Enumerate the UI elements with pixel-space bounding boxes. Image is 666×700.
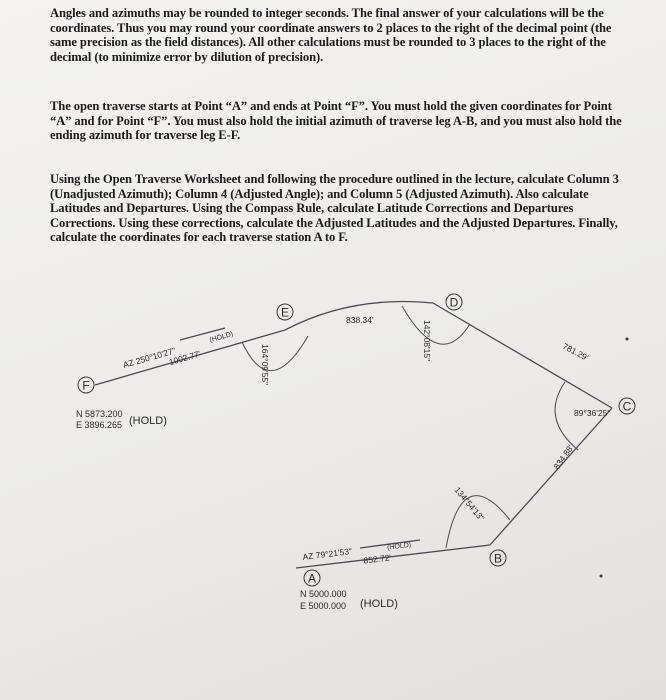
angle-B-arc [446,496,510,548]
leg-BC-distance: 834.88' [551,442,576,472]
leg-BC-line [490,408,612,545]
angle-D-arc [402,306,470,344]
instruction-paragraph-procedure: Using the Open Traverse Worksheet and following the procedure outlined in the lecture, calculate Column 3 (Unadjusted Azimuth); Column 4 (Adjusted Angle); and Column 5 (Adjusted Azimuth). Also calculate Latitudes and Departures. Using the Compass Rule, calculate Latitude Corrections and Departures Corrections. Using these corrections, calculate the Adjusted Latitudes and the Adjusted Departures. Finally, calculate the coordinates for each traverse station A to F. [50,172,619,245]
station-A-label: A [307,571,317,586]
station-D-label: D [449,295,459,310]
ink-dot [600,575,603,578]
station-D-marker [446,294,462,310]
point-F-east-coordinate: E 3896.265 [76,420,123,430]
point-F-north-coordinate: N 5873.200 [76,409,123,419]
point-A-north-coordinate: N 5000.000 [300,589,347,599]
station-E-label: E [280,305,290,320]
station-F-label: F [82,378,90,393]
leg-DE-distance: 838.34' [346,315,374,325]
leg-EF-hold: (HOLD) [208,330,234,345]
station-E-marker [277,304,293,320]
ink-dot [626,338,629,341]
leg-AB-distance: 852.72' [362,552,392,566]
station-F-marker [78,377,94,393]
angle-B-value: 134°54'13" [452,484,487,523]
leg-CD-distance: 781.29' [561,340,591,363]
angle-C-value: 89°36'25" [574,408,611,418]
point-A-east-coordinate: E 5000.000 [300,601,347,611]
instruction-paragraph-rounding: Angles and azimuths may be rounded to integer seconds. The final answer of your calculations will be the coordinates. Thus you may round your coordinate answers to 2 places to the right of the decimal point (the same precision as the field distances). All other calculations must be rounded to 3 places to the right of the decimal (to minimize error by dilution of precision). [50,6,612,64]
station-C-label: C [622,399,632,414]
angle-E-value: 164°09'55" [260,344,270,386]
point-F-hold-label: (HOLD) [129,415,167,427]
angle-D-value: 142°08'15" [422,320,432,362]
instruction-paragraph-hold: The open traverse starts at Point “A” and ends at Point “F”. You must hold the given coordinates for Point “A” and for Point “F”. You must also hold the initial azimuth of traverse leg A-B, and you must also hold the ending azimuth for traverse leg E-F. [50,99,622,143]
leg-EF-distance: 1002.77' [167,348,202,368]
point-A-hold-label: (HOLD) [360,598,398,610]
station-B-marker [490,550,506,566]
station-C-marker [619,398,635,414]
leg-AB-azimuth: AZ 79°21'53" [302,546,353,562]
angle-E-arc [242,336,308,371]
leg-AB-hold: (HOLD) [386,541,412,552]
station-A-marker [304,570,320,586]
station-B-label: B [493,551,503,566]
leg-EF-azimuth: AZ 250°10'27" [121,345,177,370]
